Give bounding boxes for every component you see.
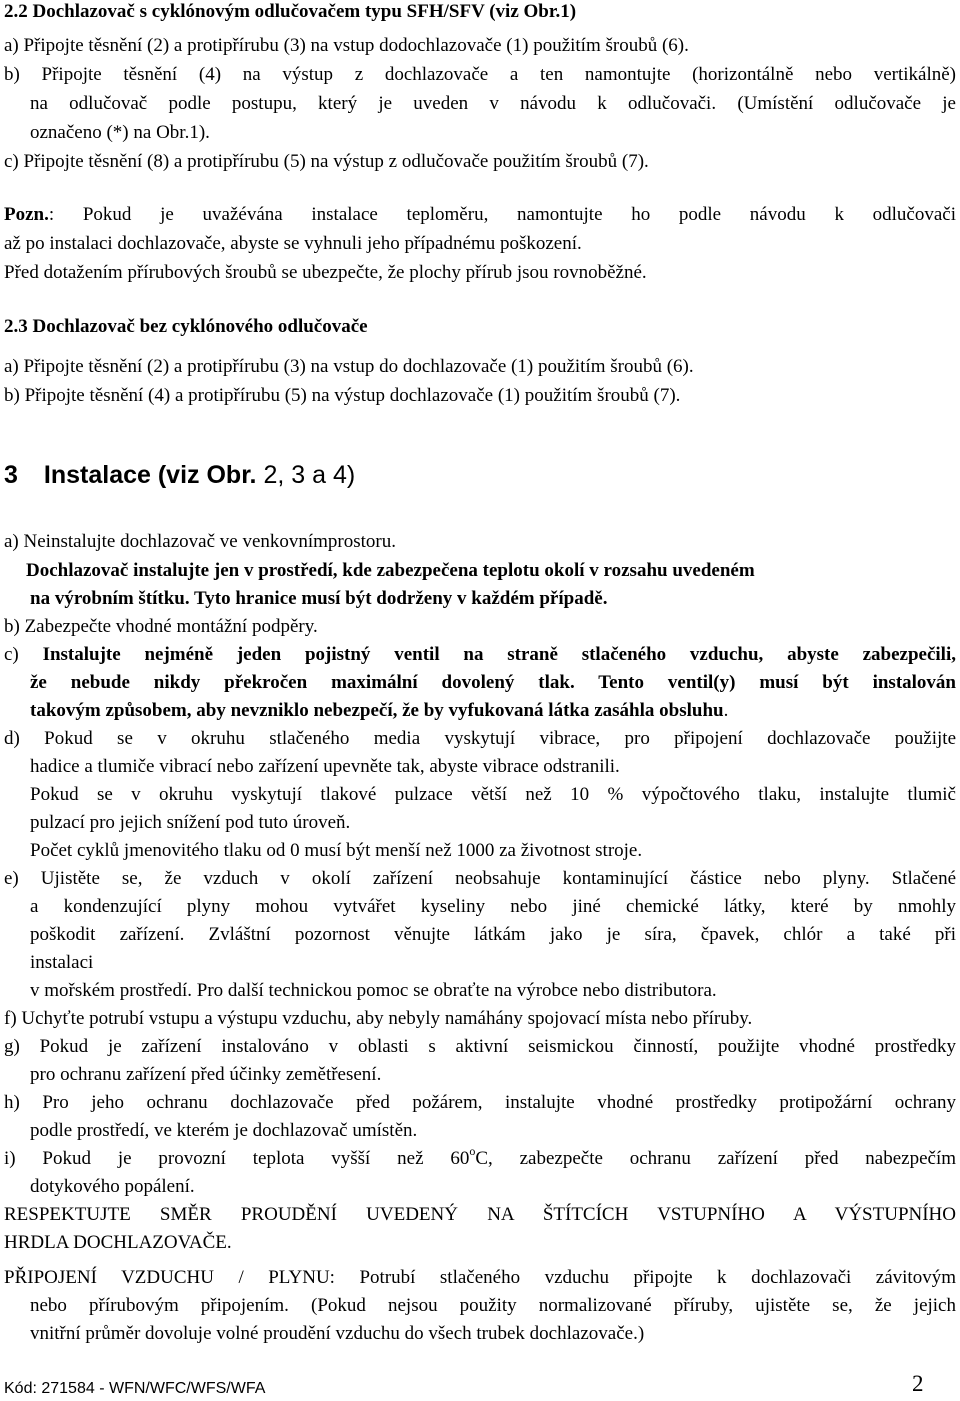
item-c-bold-text: Instalujte nejméně jeden pojistný ventil na straně stlačeného vzduchu, abyste zabezpečili, (42, 644, 956, 665)
section-3-item-f: f) Uchyťte potrubí vstupu a výstupu vzduchu, aby nebyly namáhány spojovací místa nebo příruby. (4, 1008, 753, 1029)
connection-line2: nebo přírubovým připojením. (Pokud nejsou použity normalizované příruby, ujistěte se, že jejich (30, 1295, 956, 1316)
section-3-item-a-bold-line1: Dochlazovač instalujte jen v prostředí, kde zabezpečena teplotu okolí v rozsahu uvedeném (26, 560, 755, 581)
item-i-text-pre: i) Pokud je provozní teplota vyšší než 60 (4, 1148, 470, 1169)
item-c-prefix: c) (4, 644, 43, 665)
section-3-item-h-line1: h) Pro jeho ochranu dochlazovače před požárem, instalujte vhodné prostředky protipožární ochrany (4, 1092, 956, 1113)
item-i-text-post: C, zabezpečte ochranu zařízení před nabezpečím (475, 1148, 956, 1169)
section-3-item-b: b) Zabezpečte vhodné montážní podpěry. (4, 616, 318, 637)
connection-line1: PŘIPOJENÍ VZDUCHU / PLYNU: Potrubí stlačeného vzduchu připojte k dochlazovači závitovým (4, 1267, 956, 1288)
degree-superscript: o (469, 1143, 476, 1158)
section-3-item-a-bold-line2: na výrobním štítku. Tyto hranice musí být dodrženy v každém případě. (30, 588, 608, 609)
section-2-2-item-a: a) Připojte těsnění (2) a protipřírubu (3) na vstup dodochlazovače (1) použitím šroubů (6). (4, 35, 689, 56)
item-c-line3-text: takovým způsobem, aby nevzniklo nebezpečí, že by vyfukovaná látka zasáhla obsluhu (30, 700, 724, 721)
note-label: Pozn. (4, 204, 49, 225)
section-3-heading (4, 460, 355, 490)
section-3-item-a: a) Neinstalujte dochlazovač ve venkovnímprostoru. (4, 531, 397, 552)
section-2-3-item-a: a) Připojte těsnění (2) a protipřírubu (3) na vstup do dochlazovače (1) použitím šroubů (6). (4, 356, 694, 377)
section-3-item-e-line3: poškodit zařízení. Zvláštní pozornost věnujte látkám jako je síra, čpavek, chlór a také při (30, 924, 956, 945)
item-c-line3-end: . (723, 700, 729, 721)
note-line3: Před dotažením přírubových šroubů se ubezpečte, že plochy přírub jsou rovnoběžné. (4, 262, 647, 283)
section-3-item-h-line2: podle prostředí, ve kterém je dochlazovač umístěn. (30, 1120, 418, 1141)
section-2-3-item-b: b) Připojte těsnění (4) a protipřírubu (5) na výstup dochlazovače (1) použitím šroubů (7). (4, 385, 681, 406)
section-3-heading-prefix: Instalace (viz Obr. (43, 461, 257, 489)
section-3-item-e-line5: v mořském prostředí. Pro další technickou pomoc se obraťte na výrobce nebo distributora. (30, 980, 717, 1001)
section-3-item-i-line1 (4, 1143, 956, 1171)
section-3-item-c-line1 (4, 643, 956, 667)
connection-line3: vnitřní průměr dovoluje volné proudění vzduchu do všech trubek dochlazovače.) (30, 1323, 645, 1344)
section-3-item-e-line2: a kondenzující plyny mohou vytvářet kyseliny nebo jiné chemické látky, které by nmohly (30, 896, 956, 917)
warning-caps-line1: RESPEKTUJTE SMĚR PROUDĚNÍ UVEDENÝ NA ŠTÍTCÍCH VSTUPNÍHO A VÝSTUPNÍHO (4, 1204, 956, 1225)
section-3-item-d-line3: Pokud se v okruhu vyskytují tlakové pulzace větší než 10 % výpočtového tlaku, instalujte tlumič (30, 784, 956, 805)
section-2-2-item-b-line1: b) Připojte těsnění (4) na výstup z dochlazovače a ten namontujte (horizontálně nebo vertikálně) (4, 64, 956, 85)
section-3-item-d-line4: pulzací pro jejich snížení pod tuto úroveň. (30, 812, 351, 833)
section-3-item-c-line2: že nebude nikdy překročen maximální dovolený tlak. Tento ventil(y) musí být instalován (30, 672, 956, 693)
section-3-item-c-line3 (30, 699, 728, 723)
section-3-item-d-line5: Počet cyklů jmenovitého tlaku od 0 musí být menší než 1000 za životnost stroje. (30, 840, 643, 861)
section-3-item-i-line2: dotykového popálení. (30, 1176, 195, 1197)
section-3-heading-suffix: 2, 3 a 4) (256, 461, 356, 489)
section-3-item-g-line1: g) Pokud je zařízení instalováno v oblasti s aktivní seismickou činností, použijte vhodné prostředky (4, 1036, 956, 1057)
section-3-item-e-line4: instalaci (30, 952, 94, 973)
note-text: : Pokud je uvažévána instalace teploměru, namontujte ho podle návodu k odlučovači (48, 204, 956, 225)
note-line1 (4, 203, 956, 227)
section-3-item-g-line2: pro ochranu zařízení před účinky zemětřesení. (30, 1064, 382, 1085)
page-number: 2 (912, 1371, 924, 1396)
section-3-number: 3 (4, 461, 18, 489)
section-2-2-item-c: c) Připojte těsnění (8) a protipřírubu (5) na výstup z odlučovače použitím šroubů (7). (4, 151, 649, 172)
section-2-2-heading: 2.2 Dochlazovač s cyklónovým odlučovačem typu SFH/SFV (viz Obr.1) (4, 1, 577, 22)
section-3-item-d-line2: hadice a tlumiče vibrací nebo zařízení upevněte tak, abyste vibrace odstranili. (30, 756, 620, 777)
section-2-2-item-b-line3: označeno (*) na Obr.1). (30, 122, 210, 143)
section-3-item-d-line1: d) Pokud se v okruhu stlačeného media vyskytují vibrace, pro připojení dochlazovače použijte (4, 728, 956, 749)
note-line2: až po instalaci dochlazovače, abyste se vyhnuli jeho případnému poškození. (4, 233, 582, 254)
section-2-2-item-b-line2: na odlučovač podle postupu, který je uveden v návodu k odlučovači. (Umístění odlučovače je (30, 93, 956, 114)
footer-code: Kód: 271584 - WFN/WFC/WFS/WFA (4, 1380, 266, 1397)
section-2-3-heading: 2.3 Dochlazovač bez cyklónového odlučovače (4, 316, 368, 337)
section-3-item-e-line1: e) Ujistěte se, že vzduch v okolí zařízení neobsahuje kontaminující částice nebo plyny. Stlačené (4, 868, 956, 889)
warning-caps-line2: HRDLA DOCHLAZOVAČE. (4, 1232, 232, 1253)
